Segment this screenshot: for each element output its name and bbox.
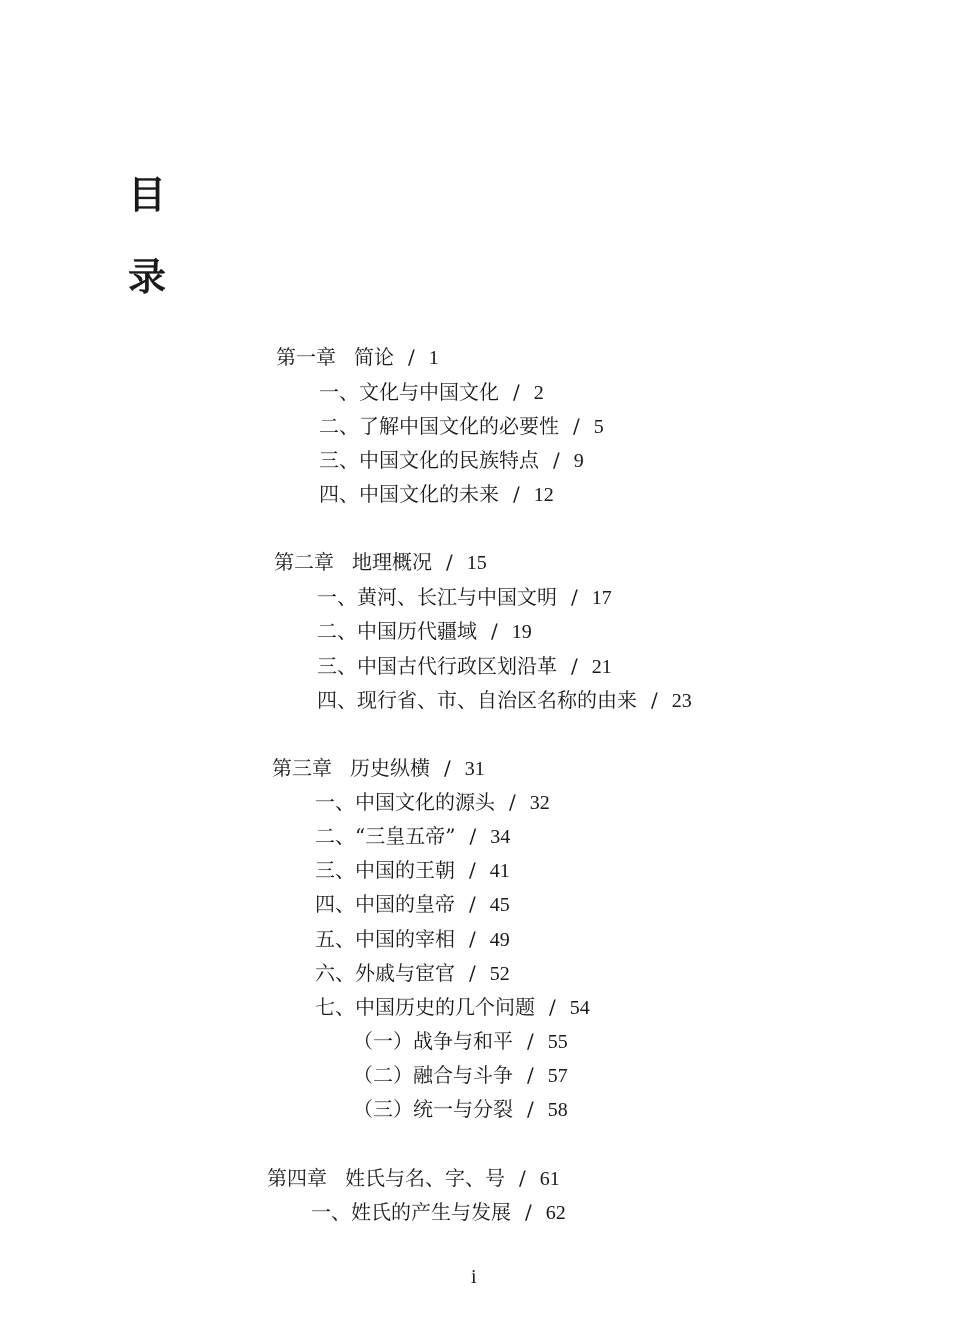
page-ref: 55: [547, 1031, 568, 1053]
toc-section[interactable]: [317, 585, 612, 610]
separator: /: [525, 1200, 532, 1224]
section-title: 二、“三皇五帝”: [315, 824, 456, 848]
section-title: 一、文化与中国文化: [319, 380, 499, 404]
toc-chapter-1[interactable]: [276, 345, 439, 370]
toc-section[interactable]: [319, 414, 604, 439]
separator: /: [444, 756, 451, 780]
separator: /: [571, 585, 578, 609]
toc-section[interactable]: [315, 927, 510, 952]
separator: /: [513, 380, 520, 404]
section-title: 四、现行省、市、自治区名称的由来: [317, 688, 637, 712]
separator: /: [571, 654, 578, 678]
separator: /: [469, 892, 476, 916]
separator: /: [519, 1166, 526, 1190]
page-ref: 52: [489, 963, 510, 985]
page-ref: 57: [547, 1065, 568, 1087]
separator: /: [509, 790, 516, 814]
page-ref: 31: [464, 758, 485, 780]
section-title: 二、中国历代疆域: [317, 619, 477, 643]
section-title: 三、中国的王朝: [315, 858, 455, 882]
page-ref: 45: [489, 894, 510, 916]
page-ref: 32: [529, 792, 550, 814]
toc-subsection[interactable]: [353, 1029, 568, 1054]
separator: /: [527, 1063, 534, 1087]
page-ref: 5: [593, 416, 604, 438]
page-ref: 2: [533, 382, 544, 404]
page-ref: 61: [539, 1168, 560, 1190]
chapter-label: 第三章: [272, 756, 332, 780]
toc-subsection[interactable]: [353, 1063, 568, 1088]
page-ref: 21: [591, 656, 612, 678]
separator: /: [469, 858, 476, 882]
toc-chapter-3[interactable]: [272, 756, 485, 781]
toc-section[interactable]: [311, 1200, 566, 1225]
separator: /: [527, 1029, 534, 1053]
chapter-title: 简论: [354, 345, 394, 369]
separator: /: [573, 414, 580, 438]
section-title: 一、黄河、长江与中国文明: [317, 585, 557, 609]
page-ref: 41: [489, 860, 510, 882]
toc-chapter-4[interactable]: [267, 1166, 560, 1191]
chapter-label: 第一章: [276, 345, 336, 369]
toc-section[interactable]: [315, 824, 510, 849]
subsection-title: （一）战争与和平: [353, 1029, 513, 1053]
section-title: 五、中国的宰相: [315, 927, 455, 951]
separator: /: [549, 995, 556, 1019]
page-number: i: [471, 1266, 477, 1288]
toc-section[interactable]: [315, 892, 510, 917]
toc-section[interactable]: [315, 995, 590, 1020]
page-ref: 49: [489, 929, 510, 951]
toc-heading-char-2: 录: [128, 255, 167, 299]
page-ref: 62: [545, 1202, 566, 1224]
page-ref: 15: [466, 552, 487, 574]
separator: /: [446, 550, 453, 574]
page-ref: 17: [591, 587, 612, 609]
section-title: 一、中国文化的源头: [315, 790, 495, 814]
section-title: 四、中国的皇帝: [315, 892, 455, 916]
section-title: 三、中国文化的民族特点: [319, 448, 539, 472]
chapter-title: 姓氏与名、字、号: [345, 1166, 505, 1190]
chapter-label: 第二章: [274, 550, 334, 574]
separator: /: [469, 927, 476, 951]
separator: /: [553, 448, 560, 472]
section-title: 四、中国文化的未来: [319, 482, 499, 506]
section-title: 六、外戚与宦官: [315, 961, 455, 985]
toc-section[interactable]: [317, 688, 692, 713]
page-ref: 54: [569, 997, 590, 1019]
separator: /: [651, 688, 658, 712]
toc-chapter-2[interactable]: [274, 550, 487, 575]
page-ref: 9: [573, 450, 584, 472]
toc-section[interactable]: [319, 448, 584, 473]
section-title: 一、姓氏的产生与发展: [311, 1200, 511, 1224]
separator: /: [527, 1097, 534, 1121]
subsection-title: （三）统一与分裂: [353, 1097, 513, 1121]
page-ref: 1: [428, 347, 439, 369]
page-ref: 19: [511, 621, 532, 643]
toc-section[interactable]: [317, 654, 612, 679]
toc-section[interactable]: [315, 790, 550, 815]
separator: /: [513, 482, 520, 506]
section-title: 二、了解中国文化的必要性: [319, 414, 559, 438]
toc-section[interactable]: [315, 961, 510, 986]
separator: /: [469, 961, 476, 985]
page-ref: 12: [533, 484, 554, 506]
page-ref: 34: [490, 826, 511, 848]
page-ref: 23: [671, 690, 692, 712]
separator: /: [491, 619, 498, 643]
toc-subsection[interactable]: [353, 1097, 568, 1122]
separator: /: [408, 345, 415, 369]
chapter-title: 地理概况: [352, 550, 432, 574]
toc-section[interactable]: [317, 619, 532, 644]
toc-heading-char-1: 目: [128, 173, 167, 217]
page-ref: 58: [547, 1099, 568, 1121]
toc-section[interactable]: [319, 482, 554, 507]
toc-section[interactable]: [315, 858, 510, 883]
chapter-label: 第四章: [267, 1166, 327, 1190]
separator: /: [469, 824, 477, 848]
section-title: 七、中国历史的几个问题: [315, 995, 535, 1019]
section-title: 三、中国古代行政区划沿革: [317, 654, 557, 678]
chapter-title: 历史纵横: [350, 756, 430, 780]
subsection-title: （二）融合与斗争: [353, 1063, 513, 1087]
toc-section[interactable]: [319, 380, 544, 405]
